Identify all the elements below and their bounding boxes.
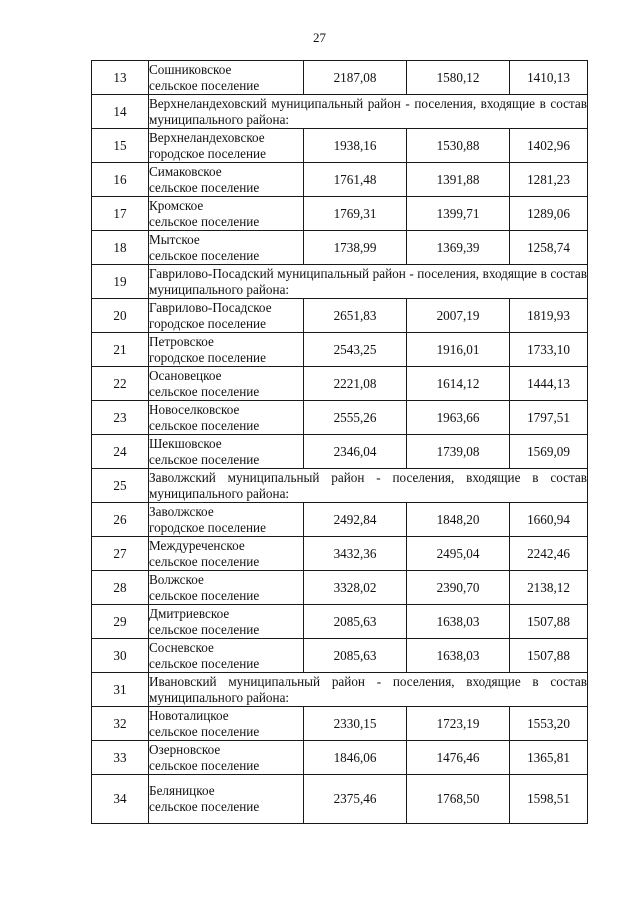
row-number: 25 [92,469,149,503]
value-cell-2: 1723,19 [407,707,510,741]
value-cell-1: 2555,26 [304,401,407,435]
district-heading: Заволжский муниципальный район - поселения, входящие в состав муниципального района: [149,469,587,501]
settlement-title: Сошниковское [149,61,232,77]
row-number: 15 [92,129,149,163]
value-cell-3: 1444,13 [510,367,588,401]
value-cell-3: 1507,88 [510,605,588,639]
row-number: 24 [92,435,149,469]
settlement-title: Сосневское [149,639,214,655]
settlement-title: Заволжское [149,503,214,519]
value-cell-3: 1281,23 [510,163,588,197]
row-number: 26 [92,503,149,537]
value-cell-1: 1938,16 [304,129,407,163]
settlement-name [149,775,304,824]
value-cell-1: 2651,83 [304,299,407,333]
settlement-type: сельское поселение [149,655,260,671]
row-number: 16 [92,163,149,197]
row-number: 27 [92,537,149,571]
settlement-title: Междуреченское [149,537,245,553]
row-number: 20 [92,299,149,333]
value-cell-2: 1963,66 [407,401,510,435]
value-cell-3: 1797,51 [510,401,588,435]
tariff-table [91,60,588,824]
value-cell-2: 2495,04 [407,537,510,571]
table-row [92,707,588,741]
row-number: 34 [92,775,149,824]
settlement-type: сельское поселение [149,179,260,195]
settlement-type: городское поселение [149,315,266,331]
table-row [92,639,588,673]
row-number: 30 [92,639,149,673]
settlement-title: Дмитриевское [149,605,230,621]
settlement-type: сельское поселение [149,213,260,229]
value-cell-1: 1846,06 [304,741,407,775]
district-heading: Верхнеландеховский муниципальный район - поселения, входящие в состав муниципального района: [149,95,587,127]
row-number: 22 [92,367,149,401]
district-header-row [92,95,588,129]
value-cell-2: 1369,39 [407,231,510,265]
row-number: 32 [92,707,149,741]
settlement-type: сельское поселение [149,417,260,433]
settlement-name [149,401,304,435]
settlement-title: Шекшовское [149,435,222,451]
settlement-type: сельское поселение [149,587,260,603]
settlement-name [149,333,304,367]
district-heading: Гаврилово-Посадский муниципальный район - поселения, входящие в состав муниципального района: [149,265,587,297]
row-number: 23 [92,401,149,435]
value-cell-1: 1761,48 [304,163,407,197]
settlement-title: Волжское [149,571,204,587]
district-header-row [92,265,588,299]
table-row [92,197,588,231]
row-number: 14 [92,95,149,129]
table-row [92,333,588,367]
settlement-name [149,537,304,571]
value-cell-2: 2007,19 [407,299,510,333]
settlement-name [149,299,304,333]
settlement-type: сельское поселение [149,621,260,637]
table-row [92,163,588,197]
row-number: 13 [92,61,149,95]
value-cell-3: 1365,81 [510,741,588,775]
table-row [92,435,588,469]
settlement-name [149,129,304,163]
value-cell-1: 1769,31 [304,197,407,231]
settlement-type: городское поселение [149,349,266,365]
settlement-name [149,503,304,537]
settlement-title: Озерновское [149,741,221,757]
value-cell-3: 1289,06 [510,197,588,231]
value-cell-2: 1638,03 [407,605,510,639]
settlement-title: Мытское [149,231,200,247]
settlement-name [149,367,304,401]
table-row [92,401,588,435]
district-header-row [92,673,588,707]
row-number: 33 [92,741,149,775]
table-row [92,741,588,775]
table-row [92,775,588,824]
district-heading: Ивановский муниципальный район - поселения, входящие в состав муниципального района: [149,673,587,705]
settlement-title: Верхнеландеховское [149,129,265,145]
value-cell-2: 1530,88 [407,129,510,163]
row-number: 21 [92,333,149,367]
table-row [92,129,588,163]
value-cell-3: 1569,09 [510,435,588,469]
row-number: 29 [92,605,149,639]
settlement-name [149,435,304,469]
settlement-type: сельское поселение [149,757,260,773]
value-cell-2: 1638,03 [407,639,510,673]
value-cell-2: 1391,88 [407,163,510,197]
value-cell-2: 2390,70 [407,571,510,605]
value-cell-2: 1739,08 [407,435,510,469]
settlement-name [149,571,304,605]
page-number: 27 [313,30,326,45]
value-cell-1: 2187,08 [304,61,407,95]
settlement-title: Петровское [149,333,214,349]
value-cell-1: 2330,15 [304,707,407,741]
value-cell-3: 1507,88 [510,639,588,673]
table-body [92,61,588,824]
settlement-title: Новоталицкое [149,707,229,723]
value-cell-3: 1598,51 [510,775,588,824]
settlement-type: сельское поселение [149,77,260,93]
settlement-title: Осановецкое [149,367,222,383]
row-number: 18 [92,231,149,265]
settlement-title: Новоселковское [149,401,240,417]
settlement-type: сельское поселение [149,383,260,399]
row-number: 31 [92,673,149,707]
settlement-name [149,639,304,673]
settlement-name [149,707,304,741]
value-cell-1: 2375,46 [304,775,407,824]
value-cell-3: 2242,46 [510,537,588,571]
value-cell-2: 1476,46 [407,741,510,775]
value-cell-3: 1660,94 [510,503,588,537]
table-row [92,61,588,95]
table-row [92,571,588,605]
settlement-type: сельское поселение [149,451,260,467]
settlement-type: сельское поселение [149,247,260,263]
value-cell-1: 2492,84 [304,503,407,537]
settlement-name [149,61,304,95]
value-cell-3: 1819,93 [510,299,588,333]
district-header-row [92,469,588,503]
settlement-name [149,231,304,265]
value-cell-2: 1768,50 [407,775,510,824]
value-cell-1: 1738,99 [304,231,407,265]
value-cell-1: 2085,63 [304,639,407,673]
table-row [92,537,588,571]
table-row [92,367,588,401]
table-row [92,299,588,333]
settlement-title: Кромское [149,197,204,213]
value-cell-2: 1399,71 [407,197,510,231]
settlement-name [149,605,304,639]
value-cell-1: 2221,08 [304,367,407,401]
settlement-title: Гаврилово-Посадское [149,299,272,315]
value-cell-3: 1410,13 [510,61,588,95]
value-cell-1: 2085,63 [304,605,407,639]
value-cell-3: 1553,20 [510,707,588,741]
table-row [92,605,588,639]
value-cell-3: 1733,10 [510,333,588,367]
row-number: 19 [92,265,149,299]
value-cell-3: 1258,74 [510,231,588,265]
table-row [92,503,588,537]
value-cell-1: 3328,02 [304,571,407,605]
settlement-type: городское поселение [149,145,266,161]
settlement-name [149,163,304,197]
settlement-name [149,741,304,775]
table-row [92,231,588,265]
value-cell-2: 1848,20 [407,503,510,537]
value-cell-3: 1402,96 [510,129,588,163]
settlement-type: городское поселение [149,519,266,535]
value-cell-2: 1614,12 [407,367,510,401]
value-cell-1: 2346,04 [304,435,407,469]
value-cell-3: 2138,12 [510,571,588,605]
settlement-type: сельское поселение [149,723,260,739]
value-cell-2: 1916,01 [407,333,510,367]
settlement-type: сельское поселение [149,799,260,814]
row-number: 28 [92,571,149,605]
settlement-name [149,197,304,231]
value-cell-1: 2543,25 [304,333,407,367]
settlement-title: Симаковское [149,163,222,179]
value-cell-2: 1580,12 [407,61,510,95]
row-number: 17 [92,197,149,231]
settlement-type: сельское поселение [149,553,260,569]
settlement-title: Беляницкое [149,783,215,798]
value-cell-1: 3432,36 [304,537,407,571]
